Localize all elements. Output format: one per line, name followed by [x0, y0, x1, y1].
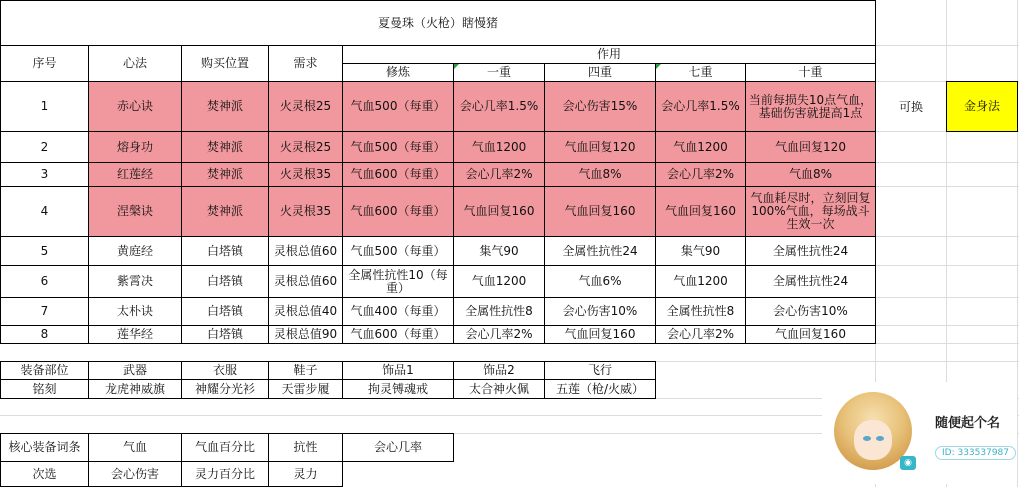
equip-header-flying: 飞行 — [544, 361, 656, 380]
camera-icon[interactable]: ◉ — [900, 456, 916, 470]
cell-technique: 红莲经 — [88, 162, 182, 187]
cell-technique: 莲华经 — [88, 325, 182, 344]
cell-requirement: 火灵根25 — [268, 131, 343, 163]
cell-location: 白塔镇 — [181, 265, 269, 298]
cell-index: 8 — [0, 325, 89, 344]
core-label: 核心装备词条 — [0, 433, 89, 462]
header-location: 购买位置 — [181, 45, 269, 82]
cell-requirement: 灵根总值40 — [268, 297, 343, 326]
equip-header-weapon: 武器 — [88, 361, 182, 380]
cell-location: 焚神派 — [181, 81, 269, 132]
cell-requirement: 火灵根35 — [268, 162, 343, 187]
cell-location: 白塔镇 — [181, 325, 269, 344]
cell-tier-4: 气血回复160 — [544, 186, 656, 237]
cell-requirement: 灵根总值60 — [268, 236, 343, 266]
cell-technique: 黄庭经 — [88, 236, 182, 266]
cell-location: 焚神派 — [181, 186, 269, 237]
cell-tier-4: 会心伤害15% — [544, 81, 656, 132]
cell-tier-7: 会心几率2% — [655, 325, 746, 344]
header-index: 序号 — [0, 45, 89, 82]
header-effect: 作用 — [342, 45, 876, 64]
sheet-title: 夏曼珠（火枪）瞎慢猪 — [0, 0, 876, 46]
equip-clothes: 神耀分光衫 — [181, 379, 269, 399]
cell-tier-1: 集气90 — [453, 236, 545, 266]
cell-requirement: 灵根总值90 — [268, 325, 343, 344]
header-tier-10: 十重 — [745, 63, 876, 82]
secondary-mp-percent: 灵力百分比 — [181, 461, 269, 487]
cell-index: 1 — [0, 81, 89, 132]
equip-header-accessory-2: 饰品2 — [453, 361, 545, 380]
cell-location: 白塔镇 — [181, 297, 269, 326]
cell-cultivation: 气血400（每重） — [342, 297, 454, 326]
cell-tier-1: 会心几率2% — [453, 162, 545, 187]
cell-tier-10: 气血8% — [745, 162, 876, 187]
secondary-crit-damage: 会心伤害 — [88, 461, 182, 487]
cell-tier-1: 全属性抗性8 — [453, 297, 545, 326]
cell-location: 焚神派 — [181, 131, 269, 163]
cell-index: 4 — [0, 186, 89, 237]
cell-tier-4: 气血回复160 — [544, 325, 656, 344]
equip-row-label: 铭刻 — [0, 379, 89, 399]
comment-marker — [454, 64, 459, 69]
header-tier-1: 一重 — [453, 63, 545, 82]
cell-tier-10: 全属性抗性24 — [745, 265, 876, 298]
cell-cultivation: 气血600（每重） — [342, 162, 454, 187]
header-tier-4: 四重 — [544, 63, 656, 82]
header-tier-7: 七重 — [655, 63, 746, 82]
header-requirement: 需求 — [268, 45, 343, 82]
core-stat-hp: 气血 — [88, 433, 182, 462]
equip-shoes: 天雷步履 — [268, 379, 343, 399]
cell-tier-7: 集气90 — [655, 236, 746, 266]
cell-index: 6 — [0, 265, 89, 298]
cell-tier-4: 气血6% — [544, 265, 656, 298]
profile-card — [822, 382, 1017, 484]
golden-body-cell: 金身法 — [946, 81, 1018, 132]
equip-header-slot: 装备部位 — [0, 361, 89, 380]
cell-cultivation: 气血600（每重） — [342, 325, 454, 344]
cell-cultivation: 气血500（每重） — [342, 81, 454, 132]
cell-tier-1: 气血1200 — [453, 131, 545, 163]
cell-tier-7: 会心几率1.5% — [655, 81, 746, 132]
cell-tier-4: 气血回复120 — [544, 131, 656, 163]
cell-tier-4: 会心伤害10% — [544, 297, 656, 326]
swap-label: 可换 — [898, 99, 923, 114]
cell-tier-10: 气血耗尽时，立刻回复100%气血，每场战斗生效一次 — [745, 186, 876, 237]
cell-technique: 紫霄决 — [88, 265, 182, 298]
cell-tier-10: 气血回复160 — [745, 325, 876, 344]
cell-requirement: 灵根总值60 — [268, 265, 343, 298]
profile-id: ID: 333537987 — [935, 446, 1016, 460]
cell-cultivation: 气血500（每重） — [342, 131, 454, 163]
cell-technique: 涅槃诀 — [88, 186, 182, 237]
core-stat-resist: 抗性 — [268, 433, 343, 462]
header-technique: 心法 — [88, 45, 182, 82]
cell-tier-4: 全属性抗性24 — [544, 236, 656, 266]
cell-tier-7: 全属性抗性8 — [655, 297, 746, 326]
secondary-mp: 灵力 — [268, 461, 343, 487]
cell-technique: 太朴诀 — [88, 297, 182, 326]
core-stat-crit-rate: 会心几率 — [342, 433, 454, 462]
equip-header-clothes: 衣服 — [181, 361, 269, 380]
cell-index: 2 — [0, 131, 89, 163]
cell-tier-7: 气血1200 — [655, 131, 746, 163]
cell-requirement: 火灵根25 — [268, 81, 343, 132]
equip-accessory-1: 拘灵镈魂戒 — [342, 379, 454, 399]
comment-marker — [656, 64, 661, 69]
cell-tier-10: 全属性抗性24 — [745, 236, 876, 266]
cell-cultivation: 气血500（每重） — [342, 236, 454, 266]
cell-tier-10: 气血回复120 — [745, 131, 876, 163]
cell-index: 5 — [0, 236, 89, 266]
cell-technique: 熔身功 — [88, 131, 182, 163]
cell-tier-4: 气血8% — [544, 162, 656, 187]
cell-tier-7: 气血回复160 — [655, 186, 746, 237]
cell-cultivation: 气血600（每重） — [342, 186, 454, 237]
equip-accessory-2: 太合神火佩 — [453, 379, 545, 399]
cell-tier-10: 当前每损失10点气血，基础伤害就提高1点 — [745, 81, 876, 132]
equip-flying: 五莲（枪/火威） — [544, 379, 656, 399]
cell-tier-1: 会心几率2% — [453, 325, 545, 344]
cell-tier-7: 会心几率2% — [655, 162, 746, 187]
cell-location: 白塔镇 — [181, 236, 269, 266]
cell-tier-10: 会心伤害10% — [745, 297, 876, 326]
equip-weapon: 龙虎神威旗 — [88, 379, 182, 399]
cell-requirement: 火灵根35 — [268, 186, 343, 237]
secondary-label: 次选 — [0, 461, 89, 487]
cell-tier-1: 会心几率1.5% — [453, 81, 545, 132]
cell-tier-7: 气血1200 — [655, 265, 746, 298]
cell-cultivation: 全属性抗性10（每重） — [342, 265, 454, 298]
equip-header-accessory-1: 饰品1 — [342, 361, 454, 380]
cell-location: 焚神派 — [181, 162, 269, 187]
cell-index: 3 — [0, 162, 89, 187]
header-cultivation: 修炼 — [342, 63, 454, 82]
profile-name: 随便起个名 — [935, 416, 1001, 431]
cell-technique: 赤心诀 — [88, 81, 182, 132]
cell-tier-1: 气血回复160 — [453, 186, 545, 237]
core-stat-hp-percent: 气血百分比 — [181, 433, 269, 462]
equip-header-shoes: 鞋子 — [268, 361, 343, 380]
cell-index: 7 — [0, 297, 89, 326]
cell-tier-1: 气血1200 — [453, 265, 545, 298]
